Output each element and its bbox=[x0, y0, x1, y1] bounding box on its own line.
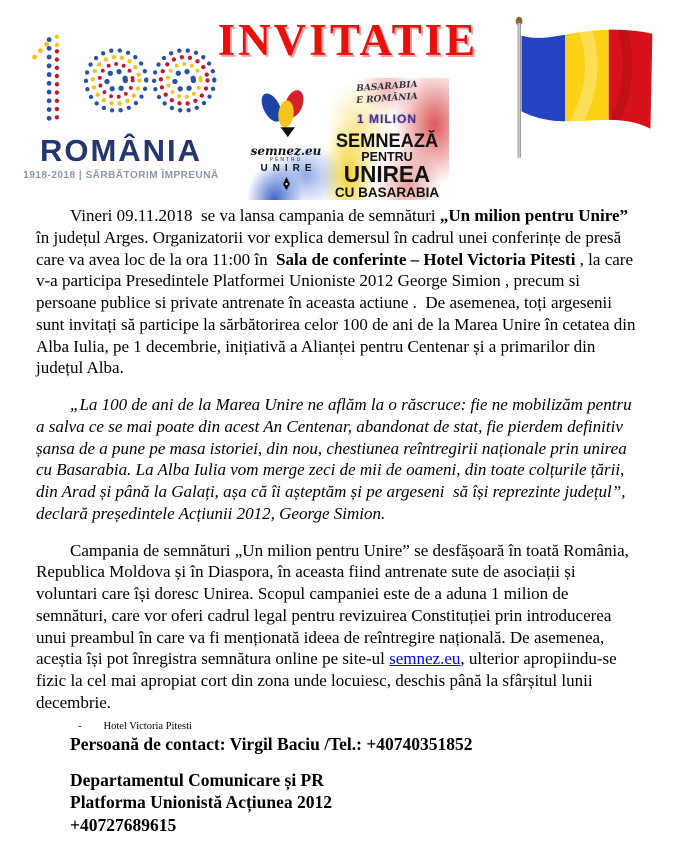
logo-country-name: ROMÂNIA bbox=[39, 133, 203, 168]
romania-flag-icon bbox=[505, 14, 665, 162]
organization-line: Platforma Unionistă Acțiunea 2012 bbox=[70, 792, 333, 813]
banner-headline-4: CU BASARABIA bbox=[334, 184, 440, 200]
footnote bbox=[36, 721, 641, 732]
semnez-eu-link[interactable]: semnez.eu bbox=[389, 649, 461, 669]
banner-scribble-line2: E ROMÂNIA bbox=[355, 92, 419, 107]
banner-million: 1 MILION bbox=[356, 111, 417, 126]
logo-tagline: 1918-2018 | SĂRBĂTORIM ÎMPREUNĂ bbox=[23, 170, 219, 181]
document-header bbox=[0, 0, 677, 205]
banner-brand-script: semnez.eu bbox=[250, 144, 322, 158]
centenary-100-dots-icon bbox=[19, 22, 223, 134]
banner-headline-2: PENTRU bbox=[361, 149, 413, 164]
footnote-text: Hotel Victoria Pitesti bbox=[103, 720, 192, 732]
banner-headline-3: UNIREA bbox=[343, 160, 431, 187]
banner-brand-pentru: PENTRU bbox=[269, 157, 303, 163]
document-body bbox=[0, 205, 677, 837]
paragraph-intro: Vineri 09.11.2018 se va lansa campania de semnături „Un milion pentru Unire” în județul Arges. Organizatorii vor explica demersul în cadrul unei conferințe de presă care va avea loc de la ora 11:00 în Sala de conferinte – Hotel Victoria Pitesti , la care v-a participa Presedintele Platformei Unioniste 2012 George Simion , precum si persoane publice si private antrenate în aceasta actiune . De asemenea, toți argesenii sunt invitați să participe la sărbătorirea celor 100 de ani de la Marea Unire în cetatea din Alba Iulia, pe 1 decembrie, inițiativă a Alianței pentru Centenar și a primarilor din județul Alba. bbox=[36, 206, 639, 378]
semnez-eu-flame-icon bbox=[257, 86, 315, 138]
pen-nib-icon bbox=[282, 177, 291, 191]
contact-person-line: Persoană de contact: Virgil Baciu /Tel.: +40740351852 bbox=[70, 733, 473, 754]
department-line: Departamentul Comunicare și PR bbox=[70, 769, 324, 790]
banner-brand-word: UNIRE bbox=[260, 163, 317, 174]
phone-line: +40727689615 bbox=[70, 815, 177, 835]
footnote-marker: - bbox=[78, 720, 82, 732]
banner-scribble-line1: BASARABIA bbox=[356, 79, 418, 95]
paragraph-campaign: Campania de semnături „Un milion pentru Unire” se desfășoară în toată România, Republica Moldova și în Diaspora, în aceasta fiind antrenate sute de asociații și voluntari care își doresc Unirea. Scopul campaniei este de a aduna 1 milion de semnături, care vor oferi cadrul legal pentru revizuirea Constituției prin introducerea unui preambul în care va fi menționată ideea de reîntregire națională. De asemenea, aceștia își pot înregistra semnătura online pe site-ul semnez.eu, ulterior apropiindu-se fizic la cel mai apropiat cort din zona unde locuiesc, deschis până la sfârșitul lunii decembrie. bbox=[36, 540, 634, 712]
page-title: INVITATIE bbox=[217, 15, 479, 65]
campaign-banner bbox=[244, 78, 449, 200]
banner-text-block bbox=[328, 80, 446, 200]
centenary-logo bbox=[14, 22, 228, 181]
banner-headline-1: SEMNEAZĂ bbox=[335, 130, 439, 152]
paragraph-quote: „La 100 de ani de la Marea Unire ne aflăm la o răscruce: fie ne mobilizăm pentru a salva ce se mai poate din acest An Centenar, abandonat de stat, fie pierdem definitiv șansa de a pune pe masa istoriei, din nou, chestiunea reîntregirii naționale prin unirea cu Basarabia. La Alba Iulia vom merge zeci de mii de oameni, din toate colțurile țării, din Arad și până la Galați, așa că îi așteptăm și pe argeseni să își reprezinte județul”, declară președintele Acțiunii 2012, George Simion. bbox=[36, 395, 636, 523]
signature-block bbox=[36, 769, 641, 837]
romania-flag-image bbox=[505, 14, 665, 167]
banner-brand-block bbox=[246, 86, 326, 196]
